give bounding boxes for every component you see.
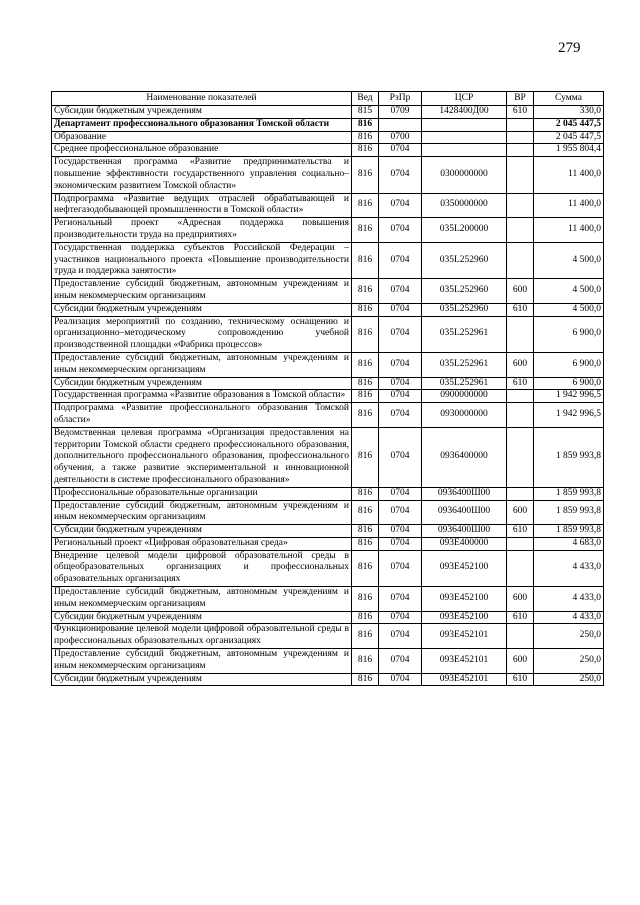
row-csr: 0350000000 [422, 193, 507, 218]
row-vr [507, 427, 534, 487]
row-rzpr: 0704 [379, 587, 422, 612]
row-csr: 0936400Ш00 [422, 500, 507, 525]
table-row [52, 537, 604, 550]
row-csr: 0930000000 [422, 403, 507, 428]
table-row [52, 118, 604, 131]
table-row [52, 550, 604, 586]
row-name: Субсидии бюджетным учреждениям [52, 106, 352, 119]
row-ved: 816 [352, 587, 379, 612]
row-sum: 250,0 [534, 624, 604, 649]
table-row [52, 390, 604, 403]
row-ved: 816 [352, 500, 379, 525]
row-rzpr: 0700 [379, 131, 422, 144]
row-ved: 816 [352, 118, 379, 131]
row-ved: 816 [352, 279, 379, 304]
row-csr: 035L252960 [422, 303, 507, 316]
header-rzpr: РзПр [379, 92, 422, 106]
row-vr [507, 193, 534, 218]
row-name: Предоставление субсидий бюджетным, автономным учреждениям и иным некоммерческим организациям [52, 279, 352, 304]
row-name: Государственная программа «Развитие предпринимательства и повышение эффективности государственного управления социально–экономическим развитием Томской области» [52, 157, 352, 193]
row-name: Предоставление субсидий бюджетным, автономным учреждениям и иным некоммерческим организациям [52, 500, 352, 525]
row-sum: 2 045 447,5 [534, 131, 604, 144]
row-vr: 600 [507, 587, 534, 612]
row-name: Региональный проект «Цифровая образовательная среда» [52, 537, 352, 550]
row-csr: 0300000000 [422, 157, 507, 193]
table-row [52, 403, 604, 428]
table-row [52, 673, 604, 686]
row-csr: 093E452100 [422, 550, 507, 586]
row-ved: 816 [352, 131, 379, 144]
row-rzpr: 0704 [379, 500, 422, 525]
table-row [52, 427, 604, 487]
header-name: Наименование показателей [52, 92, 352, 106]
row-vr [507, 242, 534, 278]
row-vr: 610 [507, 106, 534, 119]
table-row [52, 242, 604, 278]
row-rzpr: 0704 [379, 303, 422, 316]
table-header-row [52, 92, 604, 106]
row-sum: 11 400,0 [534, 193, 604, 218]
row-ved: 816 [352, 218, 379, 243]
row-ved: 816 [352, 352, 379, 377]
row-sum: 250,0 [534, 649, 604, 674]
table-row [52, 352, 604, 377]
row-name: Функционирование целевой модели цифровой образовательной среды в профессиональных образовательных организациях [52, 624, 352, 649]
row-csr: 0936400Ш00 [422, 525, 507, 538]
row-csr: 0900000000 [422, 390, 507, 403]
row-rzpr: 0704 [379, 390, 422, 403]
row-csr: 0936400000 [422, 427, 507, 487]
row-rzpr: 0704 [379, 403, 422, 428]
row-vr [507, 550, 534, 586]
row-sum: 1 859 993,8 [534, 500, 604, 525]
row-name: Региональный проект «Адресная поддержка повышения производительности труда на предприятиях» [52, 218, 352, 243]
row-ved: 816 [352, 525, 379, 538]
header-csr: ЦСР [422, 92, 507, 106]
row-rzpr: 0704 [379, 487, 422, 500]
row-sum: 6 900,0 [534, 377, 604, 390]
row-rzpr: 0704 [379, 427, 422, 487]
row-sum: 1 955 804,4 [534, 144, 604, 157]
row-rzpr: 0704 [379, 624, 422, 649]
row-name: Предоставление субсидий бюджетным, автономным учреждениям и иным некоммерческим организациям [52, 587, 352, 612]
row-rzpr: 0709 [379, 106, 422, 119]
row-name: Субсидии бюджетным учреждениям [52, 611, 352, 624]
header-sum: Сумма [534, 92, 604, 106]
row-name: Подпрограмма «Развитие ведущих отраслей обрабатывающей и нефтегазодобывающей промышленности в Томской области» [52, 193, 352, 218]
row-name: Субсидии бюджетным учреждениям [52, 673, 352, 686]
row-vr: 600 [507, 500, 534, 525]
table-row [52, 611, 604, 624]
row-csr: 093E400000 [422, 537, 507, 550]
row-name: Субсидии бюджетным учреждениям [52, 377, 352, 390]
row-name: Департамент профессионального образования Томской области [52, 118, 352, 131]
table-row [52, 303, 604, 316]
row-vr [507, 537, 534, 550]
row-rzpr: 0704 [379, 157, 422, 193]
row-vr: 600 [507, 352, 534, 377]
page-number: 279 [558, 40, 581, 56]
row-sum: 1 942 996,5 [534, 403, 604, 428]
row-sum: 330,0 [534, 106, 604, 119]
row-ved: 816 [352, 242, 379, 278]
row-csr: 0936400Ш00 [422, 487, 507, 500]
row-sum: 6 900,0 [534, 316, 604, 352]
row-csr: 035L200000 [422, 218, 507, 243]
header-vr: ВР [507, 92, 534, 106]
row-name: Субсидии бюджетным учреждениям [52, 525, 352, 538]
table-row [52, 316, 604, 352]
row-vr [507, 118, 534, 131]
row-vr [507, 403, 534, 428]
row-ved: 816 [352, 377, 379, 390]
row-rzpr: 0704 [379, 242, 422, 278]
row-rzpr: 0704 [379, 525, 422, 538]
row-sum: 4 683,0 [534, 537, 604, 550]
row-sum: 1 859 993,8 [534, 487, 604, 500]
row-name: Предоставление субсидий бюджетным, автономным учреждениям и иным некоммерческим организациям [52, 649, 352, 674]
row-ved: 816 [352, 427, 379, 487]
row-name: Ведомственная целевая программа «Организация предоставления на территории Томской области среднего профессионального образования, дополнительного профессионального образования, профессионального обучения, а также развитие экспериментальной и инновационной деятельности в системе профессионального образования» [52, 427, 352, 487]
row-csr: 035L252961 [422, 316, 507, 352]
row-ved: 816 [352, 157, 379, 193]
budget-table [51, 91, 604, 686]
row-sum: 4 500,0 [534, 303, 604, 316]
row-name: Субсидии бюджетным учреждениям [52, 303, 352, 316]
row-name: Государственная программа «Развитие образования в Томской области» [52, 390, 352, 403]
row-sum: 1 859 993,8 [534, 427, 604, 487]
row-name: Государственная поддержка субъектов Российской Федерации – участников национального проекта «Повышение производительности труда и поддержка занятости» [52, 242, 352, 278]
table-row [52, 525, 604, 538]
row-sum: 2 045 447,5 [534, 118, 604, 131]
table-row [52, 106, 604, 119]
row-rzpr: 0704 [379, 218, 422, 243]
row-vr: 610 [507, 611, 534, 624]
table-row [52, 624, 604, 649]
row-csr: 035L252961 [422, 377, 507, 390]
row-ved: 816 [352, 537, 379, 550]
row-ved: 816 [352, 303, 379, 316]
row-ved: 816 [352, 611, 379, 624]
row-ved: 816 [352, 550, 379, 586]
row-csr [422, 118, 507, 131]
row-vr [507, 316, 534, 352]
row-rzpr: 0704 [379, 611, 422, 624]
row-rzpr [379, 118, 422, 131]
row-rzpr: 0704 [379, 193, 422, 218]
table-row [52, 193, 604, 218]
row-vr [507, 624, 534, 649]
table-row [52, 487, 604, 500]
row-name: Предоставление субсидий бюджетным, автономным учреждениям и иным некоммерческим организациям [52, 352, 352, 377]
row-rzpr: 0704 [379, 550, 422, 586]
row-vr [507, 131, 534, 144]
row-vr: 610 [507, 303, 534, 316]
row-csr: 093E452100 [422, 611, 507, 624]
row-sum: 1 942 996,5 [534, 390, 604, 403]
row-vr: 610 [507, 377, 534, 390]
row-sum: 4 500,0 [534, 242, 604, 278]
row-sum: 11 400,0 [534, 157, 604, 193]
row-ved: 816 [352, 144, 379, 157]
row-csr: 035L252961 [422, 352, 507, 377]
row-sum: 11 400,0 [534, 218, 604, 243]
row-csr: 093E452101 [422, 624, 507, 649]
row-csr: 093E452101 [422, 673, 507, 686]
row-ved: 816 [352, 193, 379, 218]
row-name: Профессиональные образовательные организации [52, 487, 352, 500]
row-sum: 1 859 993,8 [534, 525, 604, 538]
table-row [52, 157, 604, 193]
row-vr: 600 [507, 649, 534, 674]
table-row [52, 144, 604, 157]
table-row [52, 377, 604, 390]
row-name: Подпрограмма «Развитие профессионального образования Томской области» [52, 403, 352, 428]
row-ved: 816 [352, 403, 379, 428]
table-row [52, 218, 604, 243]
row-sum: 4 500,0 [534, 279, 604, 304]
row-sum: 4 433,0 [534, 550, 604, 586]
row-vr: 610 [507, 525, 534, 538]
row-vr [507, 218, 534, 243]
row-ved: 816 [352, 673, 379, 686]
row-rzpr: 0704 [379, 316, 422, 352]
row-name: Внедрение целевой модели цифровой образовательной среды в общеобразовательных организациях и профессиональных образовательных организациях [52, 550, 352, 586]
row-csr: 093E452101 [422, 649, 507, 674]
row-vr [507, 157, 534, 193]
row-name: Среднее профессиональное образование [52, 144, 352, 157]
row-vr [507, 390, 534, 403]
row-csr: 035L252960 [422, 242, 507, 278]
row-csr [422, 144, 507, 157]
row-rzpr: 0704 [379, 144, 422, 157]
table-row [52, 279, 604, 304]
row-name: Образование [52, 131, 352, 144]
row-vr [507, 487, 534, 500]
row-rzpr: 0704 [379, 279, 422, 304]
row-ved: 816 [352, 487, 379, 500]
row-rzpr: 0704 [379, 537, 422, 550]
row-sum: 250,0 [534, 673, 604, 686]
table-row [52, 649, 604, 674]
row-vr: 610 [507, 673, 534, 686]
row-ved: 816 [352, 316, 379, 352]
header-ved: Вед [352, 92, 379, 106]
table-row [52, 131, 604, 144]
table-row [52, 500, 604, 525]
row-vr: 600 [507, 279, 534, 304]
row-name: Реализация мероприятий по созданию, техническому оснащению и организационно–методическому сопровождению учебной производственной площадки «Фабрика процессов» [52, 316, 352, 352]
row-ved: 815 [352, 106, 379, 119]
row-ved: 816 [352, 624, 379, 649]
row-rzpr: 0704 [379, 673, 422, 686]
row-rzpr: 0704 [379, 649, 422, 674]
row-rzpr: 0704 [379, 377, 422, 390]
row-csr [422, 131, 507, 144]
row-vr [507, 144, 534, 157]
table-row [52, 587, 604, 612]
row-csr: 1428400Д00 [422, 106, 507, 119]
row-sum: 4 433,0 [534, 611, 604, 624]
row-rzpr: 0704 [379, 352, 422, 377]
row-sum: 6 900,0 [534, 352, 604, 377]
row-csr: 093E452100 [422, 587, 507, 612]
row-sum: 4 433,0 [534, 587, 604, 612]
row-ved: 816 [352, 390, 379, 403]
row-ved: 816 [352, 649, 379, 674]
row-csr: 035L252960 [422, 279, 507, 304]
